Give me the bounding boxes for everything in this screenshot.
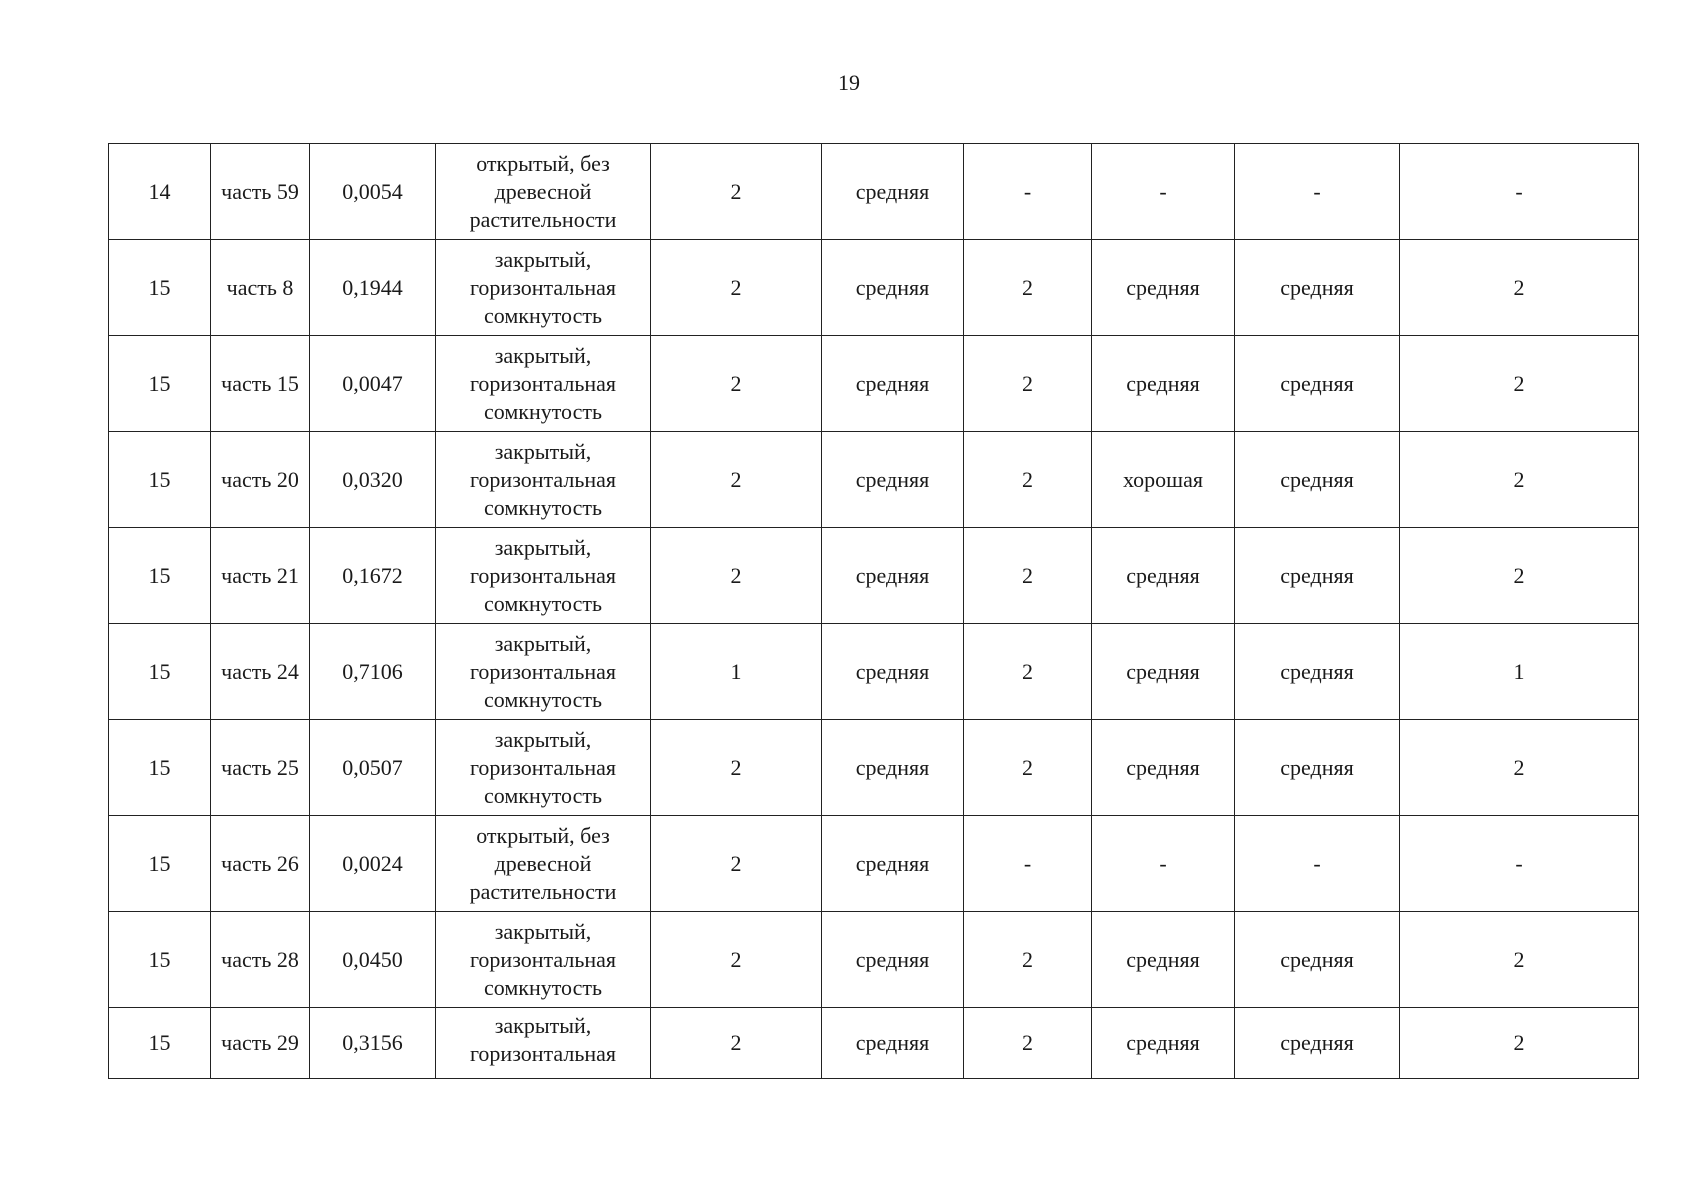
cell-col6: средняя [822,432,964,528]
cell-col6: средняя [822,144,964,240]
cell-col9: средняя [1235,240,1400,336]
table-row [109,144,1639,240]
cell-col5: 2 [651,240,822,336]
table-row [109,240,1639,336]
table-row [109,624,1639,720]
cell-area: 0,0024 [310,816,436,912]
cell-col5: 2 [651,912,822,1008]
cell-row-number: 15 [109,336,211,432]
cell-col9: средняя [1235,624,1400,720]
cell-col10: 2 [1400,240,1639,336]
cell-row-number: 15 [109,1008,211,1079]
cover-type-line: горизонтальная [469,370,617,396]
cell-col9: средняя [1235,432,1400,528]
cell-col8: средняя [1092,720,1235,816]
cell-col10: - [1400,816,1639,912]
table-row [109,816,1639,912]
cell-col10: 2 [1400,1008,1639,1079]
cell-col6: средняя [822,336,964,432]
cover-type-line: закрытый, [494,438,592,464]
cell-part: часть 25 [211,720,310,816]
cell-cover-type [436,624,651,720]
cell-col7: - [964,144,1092,240]
table-row [109,720,1639,816]
cell-part: часть 8 [211,240,310,336]
cell-col6: средняя [822,816,964,912]
cell-area: 0,1672 [310,528,436,624]
cover-type-line: закрытый, [494,726,592,752]
cell-row-number: 15 [109,816,211,912]
cell-col5: 2 [651,720,822,816]
cell-area: 0,0320 [310,432,436,528]
cell-col7: 2 [964,432,1092,528]
cell-area: 0,3156 [310,1008,436,1079]
cell-col8: - [1092,816,1235,912]
cell-col7: 2 [964,336,1092,432]
table-row [109,1008,1639,1079]
cell-col9: - [1235,816,1400,912]
cell-part: часть 21 [211,528,310,624]
cell-cover-type [436,336,651,432]
cover-type-line: закрытый, [494,630,592,656]
cover-type-line: закрытый, [494,1013,592,1038]
cell-part: часть 29 [211,1008,310,1079]
cell-col6: средняя [822,528,964,624]
cell-area: 0,0450 [310,912,436,1008]
cover-type-line: открытый, без [476,150,610,176]
cell-col6: средняя [822,720,964,816]
cell-cover-type [436,432,651,528]
cell-col8: средняя [1092,336,1235,432]
cell-col9: - [1235,144,1400,240]
cover-type-line: горизонтальная [469,1041,617,1066]
cell-part: часть 15 [211,336,310,432]
cell-col9: средняя [1235,1008,1400,1079]
cell-cover-type [436,816,651,912]
cell-col7: 2 [964,240,1092,336]
cover-type-line: сомкнутость [483,494,602,520]
cell-col7: 2 [964,624,1092,720]
table-row [109,336,1639,432]
cover-type-line: сомкнутость [483,398,602,424]
cell-col10: 2 [1400,336,1639,432]
cell-col9: средняя [1235,528,1400,624]
cell-part: часть 20 [211,432,310,528]
cell-col9: средняя [1235,336,1400,432]
cover-type-line: древесной [494,178,592,204]
cell-cover-type [436,240,651,336]
cell-col9: средняя [1235,720,1400,816]
cell-area: 0,7106 [310,624,436,720]
cell-part: часть 28 [211,912,310,1008]
cell-row-number: 14 [109,144,211,240]
cover-type-line: закрытый, [494,342,592,368]
cell-col8: - [1092,144,1235,240]
cover-type-line: закрытый, [494,918,592,944]
cover-type-line: горизонтальная [469,562,617,588]
cell-cover-type [436,144,651,240]
table-row [109,528,1639,624]
page-number: 19 [838,70,860,95]
cover-type-line: горизонтальная [469,466,617,492]
cell-col7: 2 [964,528,1092,624]
cover-type-line: сомкнутость [483,590,602,616]
cell-col10: 2 [1400,432,1639,528]
cell-cover-type [436,720,651,816]
cell-area: 0,0054 [310,144,436,240]
cell-row-number: 15 [109,624,211,720]
cell-col5: 2 [651,336,822,432]
cell-part: часть 59 [211,144,310,240]
cell-row-number: 15 [109,528,211,624]
cell-area: 0,0047 [310,336,436,432]
cell-col10: - [1400,144,1639,240]
cover-type-line: растительности [469,878,617,904]
cover-type-line: сомкнутость [483,686,602,712]
cell-col5: 2 [651,1008,822,1079]
cover-type-line: сомкнутость [483,302,602,328]
cell-col5: 2 [651,144,822,240]
cell-col8: средняя [1092,1008,1235,1079]
cell-col7: - [964,816,1092,912]
cell-col10: 2 [1400,528,1639,624]
cell-col8: средняя [1092,240,1235,336]
cell-area: 0,1944 [310,240,436,336]
cell-col7: 2 [964,1008,1092,1079]
cell-col8: средняя [1092,912,1235,1008]
cell-col7: 2 [964,720,1092,816]
cell-row-number: 15 [109,720,211,816]
cover-type-line: растительности [469,206,617,232]
cover-type-line: горизонтальная [469,946,617,972]
cell-col8: хорошая [1092,432,1235,528]
cover-type-line: сомкнутость [483,782,602,808]
cell-col10: 2 [1400,720,1639,816]
cover-type-line: горизонтальная [469,658,617,684]
cover-type-line: древесной [494,850,592,876]
cell-col7: 2 [964,912,1092,1008]
cover-type-line: открытый, без [476,822,610,848]
cell-col5: 1 [651,624,822,720]
cell-col8: средняя [1092,624,1235,720]
cell-row-number: 15 [109,912,211,1008]
cell-area: 0,0507 [310,720,436,816]
cell-cover-type [436,528,651,624]
cell-col10: 2 [1400,912,1639,1008]
cell-col10: 1 [1400,624,1639,720]
cover-type-line: сомкнутость [483,974,602,1000]
cell-col5: 2 [651,432,822,528]
cell-col6: средняя [822,912,964,1008]
cell-col9: средняя [1235,912,1400,1008]
cell-cover-type [436,912,651,1008]
cover-type-line: горизонтальная [469,274,617,300]
table-row [109,432,1639,528]
cover-type-line: горизонтальная [469,754,617,780]
cell-row-number: 15 [109,432,211,528]
cover-type-line: закрытый, [494,534,592,560]
cell-col5: 2 [651,528,822,624]
cell-row-number: 15 [109,240,211,336]
cell-cover-type [436,1008,651,1079]
cell-part: часть 26 [211,816,310,912]
cell-col6: средняя [822,624,964,720]
cell-part: часть 24 [211,624,310,720]
cell-col5: 2 [651,816,822,912]
cover-type-line: закрытый, [494,246,592,272]
cell-col6: средняя [822,1008,964,1079]
data-table [108,143,1639,1079]
table-row [109,912,1639,1008]
table-body [109,144,1639,1079]
cell-col6: средняя [822,240,964,336]
cell-col8: средняя [1092,528,1235,624]
